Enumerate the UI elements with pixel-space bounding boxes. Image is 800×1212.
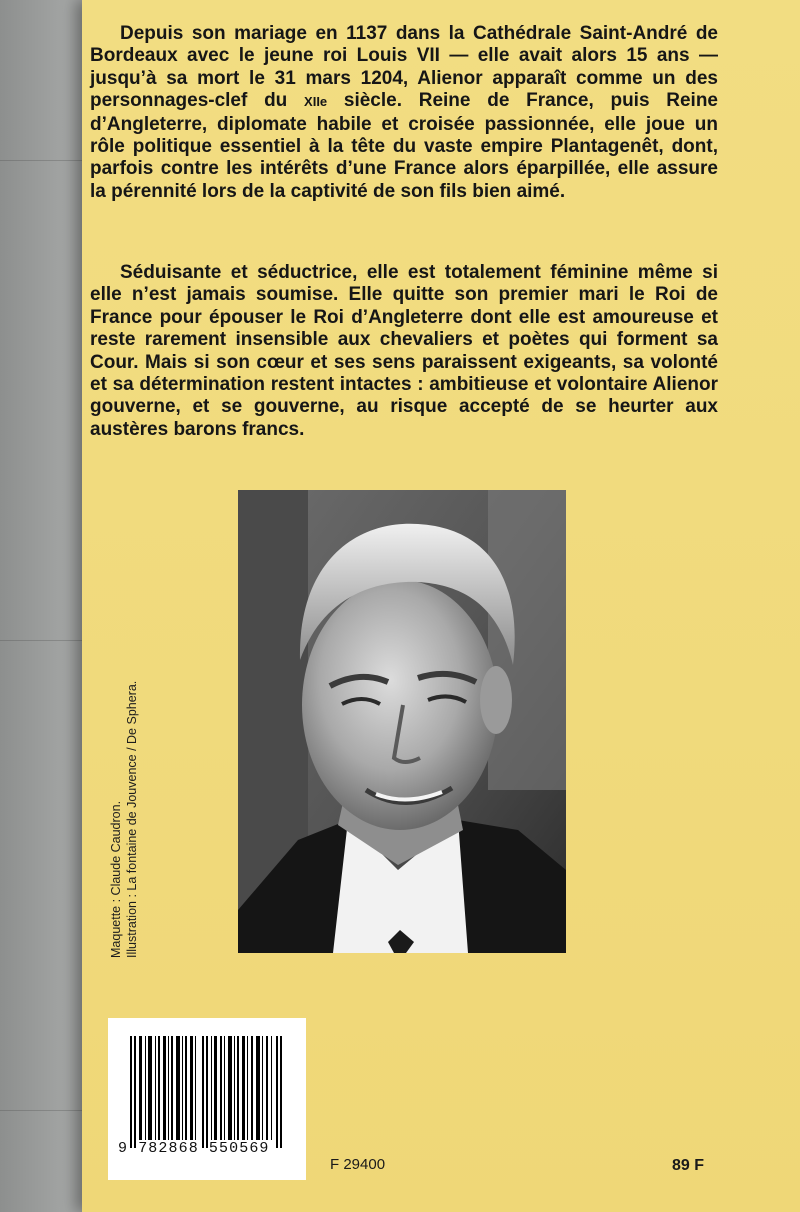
blurb-text: Depuis son mariage en 1137 dans la Cathédrale Saint-André de Bordeaux avec le jeune roi Louis VII — elle avait alors 15 ans — jusqu’à sa mort le 31 mars 1204, Alienor apparaît comme un des personnages-clef du (90, 23, 718, 112)
century-numeral: XIIe (304, 94, 328, 110)
isbn-barcode (108, 1018, 306, 1180)
blurb-paragraph-2: Séduisante et séductrice, elle est totalement féminine même si elle n’est jamais soumise. Elle quitte son premier mari le Roi de France pour épouser le Roi d’Angleterre dont elle est amoureuse et reste rarement insensible aux chevaliers et poètes qui forment sa Cour. Mais si son cœur et ses sens paraissent exigeants, sa volonté et sa détermination restent intactes : ambitieuse et volontaire Alienor gouverne, et se gouverne, au risque accepté de se heurter aux austères barons francs. (90, 262, 718, 440)
author-photo (238, 490, 566, 953)
blurb-paragraph-1 (90, 23, 718, 203)
price-label: 89 F (672, 1157, 705, 1174)
author-portrait-image (238, 490, 566, 953)
credits-vertical (108, 681, 140, 958)
blurb-text: siècle. Reine de France, puis Reine d’Angleterre, diplomate habile et croisée passionnée, elle joue un rôle politique essentiel à la tête du vaste empire Plantagenêt, dont, parfois contre les intérêts d’une France alors éparpillée, elle assure la pérennité lors de la captivité de son fils bien aimé. (90, 90, 718, 202)
layout-credit: Maquette : Claude Caudron. (109, 800, 123, 958)
product-code: F 29400 (330, 1156, 386, 1173)
illustration-credit: Illustration : La fontaine de Jouvence / De Sphera. (125, 680, 139, 958)
isbn-number: 9 782868 550569 (118, 1140, 270, 1157)
